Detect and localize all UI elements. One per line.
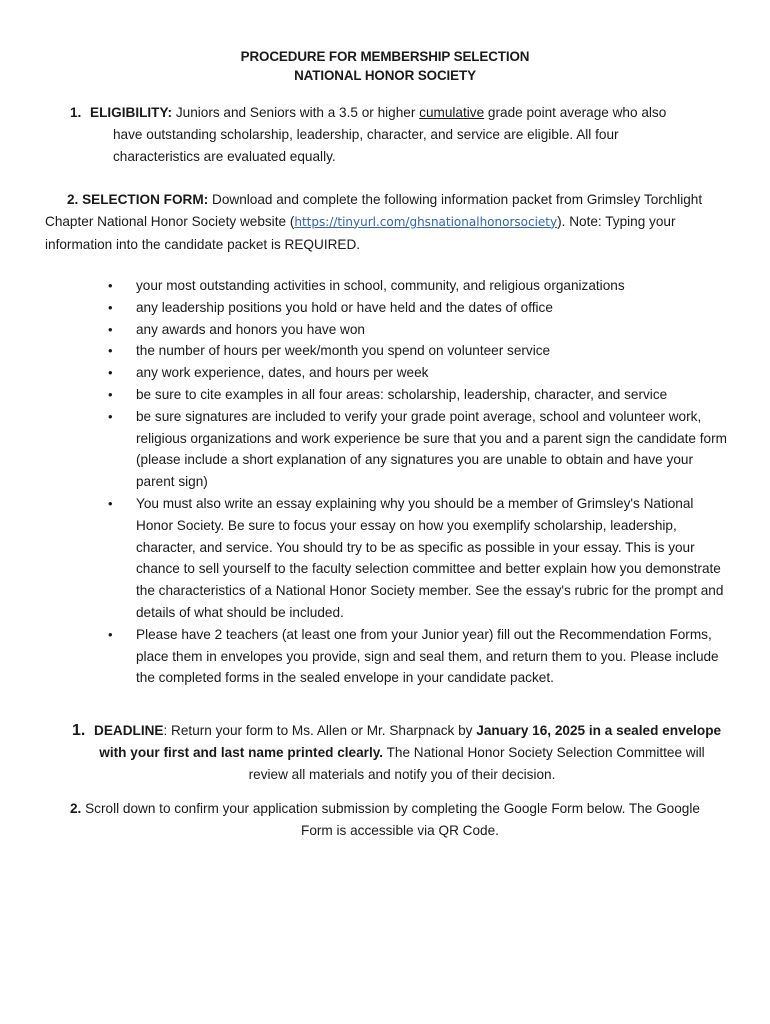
bullet-icon: •	[108, 365, 113, 381]
selection-form-section	[45, 189, 735, 255]
eligibility-label: ELIGIBILITY:	[90, 105, 173, 120]
selection-form-text1: Download and complete the following information packet from Grimsley Torchlight	[208, 192, 703, 207]
selection-form-text2: Chapter National Honor Society website (	[45, 213, 295, 229]
bullet-icon: •	[108, 626, 113, 642]
eligibility-section	[70, 102, 710, 167]
list-item: • be sure to cite examples in all four areas: scholarship, leadership, character, and service	[108, 384, 728, 406]
eligibility-text-before: Juniors and Seniors with a 3.5 or higher	[172, 105, 420, 120]
bullet-icon: •	[108, 321, 113, 337]
eligibility-text-after: grade point average who also	[484, 105, 667, 120]
deadline-label: DEADLINE	[94, 723, 164, 738]
list-item: • your most outstanding activities in school, community, and religious organizations	[108, 275, 728, 297]
deadline-name-note: with your first and last name printed clearly.	[99, 744, 384, 760]
selection-form-label: 2. SELECTION FORM:	[67, 192, 209, 207]
deadline-text2: The National Honor Society Selection Committee will	[383, 744, 705, 760]
page-title-line1: PROCEDURE FOR MEMBERSHIP SELECTION	[240, 49, 530, 64]
packet-requirements-list	[108, 275, 728, 689]
scroll-text2: Form is accessible via QR Code.	[301, 822, 499, 838]
deadline-section	[72, 720, 732, 785]
bullet-icon: •	[108, 495, 113, 511]
eligibility-underlined: cumulative	[419, 105, 485, 120]
selection-form-text3: ). Note: Typing your	[557, 213, 676, 229]
bullet-icon: •	[108, 408, 113, 424]
list-item: • You must also write an essay explaining why you should be a member of Grimsley's National Honor Society. Be sure to focus your essay on how you exemplify scholarship, leadership, character, and service. You should try to be as specific as possible in your essay. This is your chance to sell yourself to the faculty selection committee and better explain how you demonstrate the characteristics of a National Honor Society member. See the essay's rubric for the prompt and details of what should be included.	[108, 493, 728, 624]
scroll-section	[70, 798, 730, 842]
page-title-line2: NATIONAL HONOR SOCIETY	[294, 68, 476, 83]
scroll-number: 2.	[70, 801, 82, 816]
deadline-number: 1.	[72, 722, 86, 739]
list-item: • Please have 2 teachers (at least one from your Junior year) fill out the Recommendation Forms, place them in envelopes you provide, sign and seal them, and return them to you. Please include the completed forms in the sealed envelope in your candidate packet.	[108, 624, 728, 689]
eligibility-line2: have outstanding scholarship, leadership, character, and service are eligible. All four	[113, 126, 619, 142]
deadline-text1: : Return your form to Ms. Allen or Mr. Sharpnack by	[163, 723, 477, 738]
list-item: • any work experience, dates, and hours per week	[108, 362, 728, 384]
list-item: • the number of hours per week/month you spend on volunteer service	[108, 340, 728, 362]
bullet-icon: •	[108, 278, 113, 293]
scroll-text1: Scroll down to confirm your application submission by completing the Google Form below. The Google	[81, 801, 700, 816]
eligibility-number: 1.	[70, 105, 82, 120]
bullet-icon: •	[108, 299, 113, 315]
deadline-text3: review all materials and notify you of their decision.	[248, 766, 556, 782]
list-item: • any leadership positions you hold or have held and the dates of office	[108, 297, 728, 319]
bullet-icon: •	[108, 386, 113, 402]
eligibility-line3: characteristics are evaluated equally.	[113, 148, 336, 164]
selection-form-text4: information into the candidate packet is REQUIRED.	[45, 236, 361, 252]
nhs-website-link[interactable]: https://tinyurl.com/ghsnationalhonorsociety	[294, 214, 558, 229]
bullet-icon: •	[108, 343, 113, 359]
list-item: • be sure signatures are included to verify your grade point average, school and volunteer work, religious organizations and work experience be sure that you and a parent sign the candidate form (please include a short explanation of any signatures you are unable to obtain and have your parent sign)	[108, 406, 728, 493]
list-item: • any awards and honors you have won	[108, 319, 728, 341]
deadline-date: January 16, 2025 in a sealed envelope	[476, 723, 722, 738]
